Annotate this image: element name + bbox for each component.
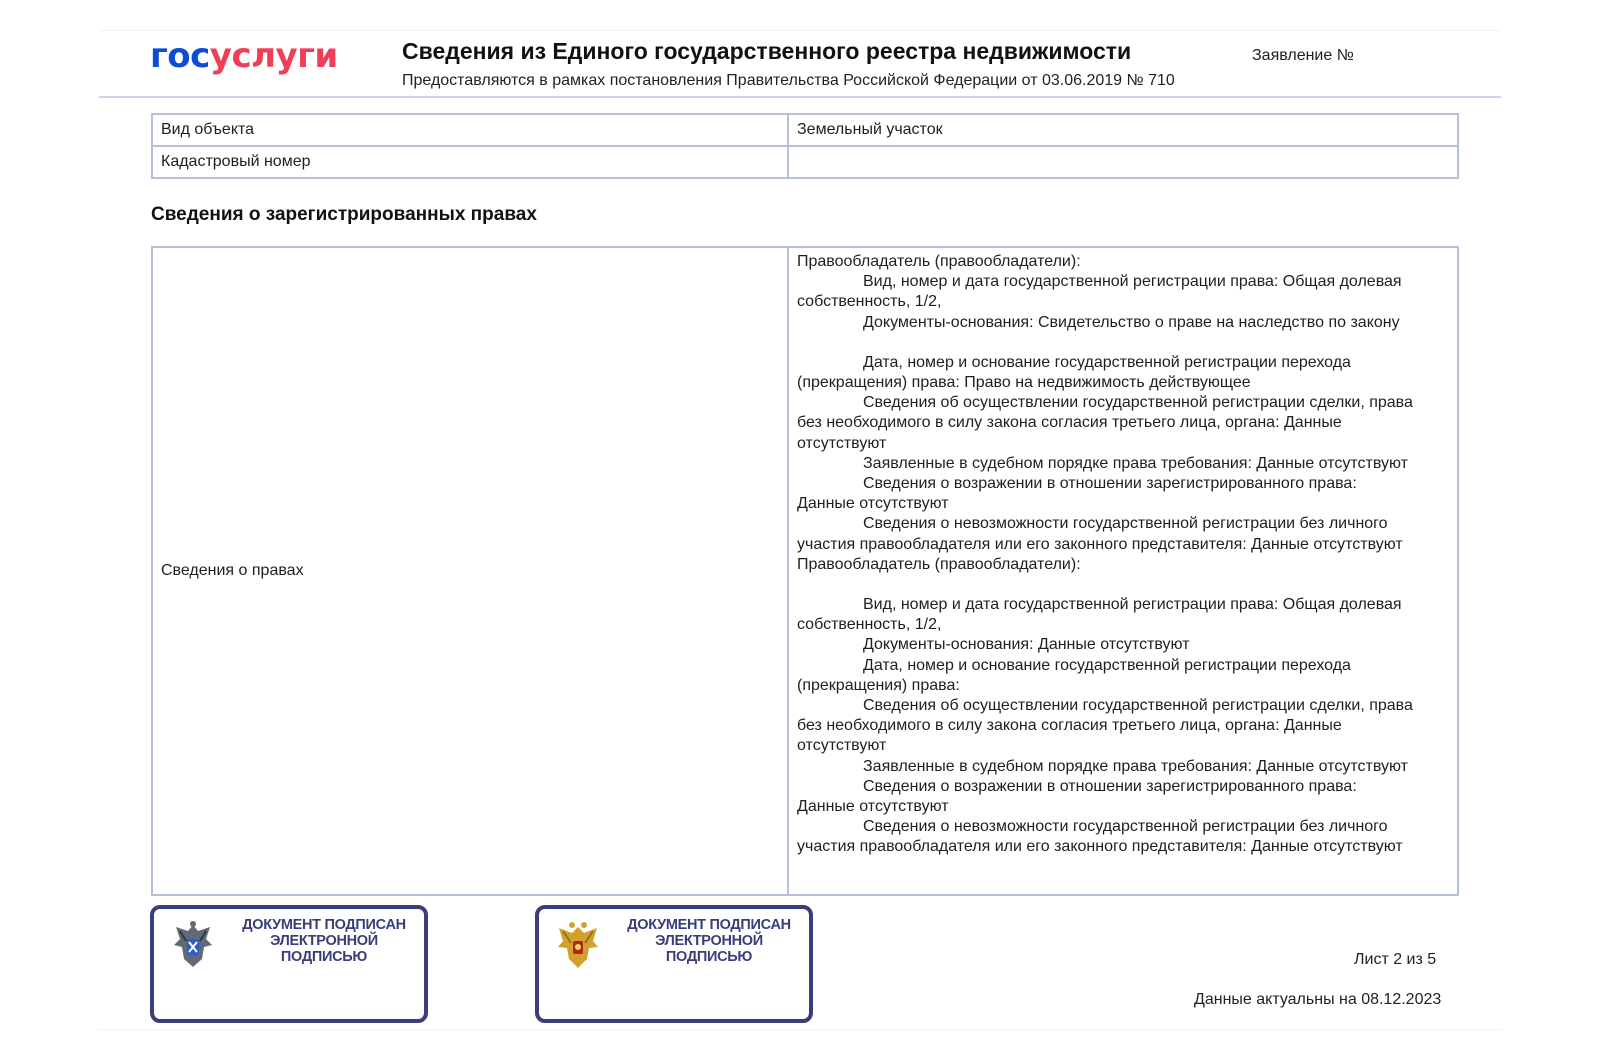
stamp-text bbox=[234, 917, 414, 965]
sheet-number: Лист 2 из 5 bbox=[1354, 951, 1437, 968]
deal-label: Сведения об осуществлении государственной регистрации сделки, права bbox=[863, 394, 1413, 412]
transfer-cont: (прекращения) права: Право на недвижимость действующее bbox=[797, 374, 1251, 392]
stamp-line-2: ЭЛЕКТРОННОЙ bbox=[655, 933, 763, 949]
stamp-line-1: ДОКУМЕНТ ПОДПИСАН bbox=[627, 917, 791, 933]
rights-row-label: Сведения о правах bbox=[152, 247, 788, 895]
stamp-line-2: ЭЛЕКТРОННОЙ bbox=[270, 933, 378, 949]
data-actual-date: Данные актуальны на 08.12.2023 bbox=[1194, 991, 1442, 1008]
claims-text: Заявленные в судебном порядке права требования: Данные отсутствуют bbox=[863, 454, 1408, 472]
rights-block-1 bbox=[797, 252, 1457, 555]
claims-text: Заявленные в судебном порядке права требования: Данные отсутствуют bbox=[863, 757, 1408, 775]
logo-part-uslugi: услуги bbox=[209, 36, 338, 76]
header-divider bbox=[99, 96, 1501, 98]
document-title: Сведения из Единого государственного реестра недвижимости bbox=[402, 38, 1132, 64]
impossible-label: Сведения о невозможности государственной регистрации без личного bbox=[863, 515, 1388, 533]
table-row bbox=[152, 247, 1458, 895]
object-type-value: Земельный участок bbox=[788, 114, 1458, 146]
application-number-label: Заявление № bbox=[1252, 47, 1354, 64]
golden-eagle-emblem-icon bbox=[553, 919, 603, 971]
objection-cont: Данные отсутствуют bbox=[797, 798, 949, 816]
gosuslugi-logo bbox=[150, 36, 338, 76]
deal-label: Сведения об осуществлении государственной регистрации сделки, права bbox=[863, 697, 1413, 715]
deal-cont-1: без необходимого в силу закона согласия третьего лица, органа: Данные bbox=[797, 414, 1342, 432]
transfer-label: Дата, номер и основание государственной регистрации перехода bbox=[863, 656, 1351, 674]
rights-holder-label: Правообладатель (правообладатели): bbox=[797, 253, 1081, 270]
rights-block-2 bbox=[797, 555, 1457, 858]
objection-label: Сведения о возражении в отношении зарегистрированного права: bbox=[863, 777, 1357, 795]
rights-table bbox=[151, 246, 1459, 896]
transfer-cont: (прекращения) права: bbox=[797, 676, 960, 694]
impossible-label: Сведения о невозможности государственной регистрации без личного bbox=[863, 818, 1388, 836]
e-signature-stamp bbox=[150, 905, 428, 1023]
object-type-label: Вид объекта bbox=[152, 114, 788, 146]
basis-documents: Документы-основания: Данные отсутствуют bbox=[863, 636, 1190, 654]
right-type-label: Вид, номер и дата государственной регистрации права: Общая долевая bbox=[863, 273, 1402, 291]
object-table bbox=[151, 113, 1459, 179]
stamp-line-3: ПОДПИСЬЮ bbox=[280, 949, 368, 965]
document-subtitle: Предоставляются в рамках постановления Правительства Российской Федерации от 03.06.2019 № 710 bbox=[402, 72, 1175, 89]
e-signature-stamp bbox=[535, 905, 813, 1023]
stamp-line-3: ПОДПИСЬЮ bbox=[665, 949, 753, 965]
rights-details-cell bbox=[788, 247, 1458, 895]
impossible-cont: участия правообладателя или его законного представителя: Данные отсутствуют bbox=[797, 838, 1403, 856]
table-row bbox=[152, 114, 1458, 146]
rosreestr-emblem-icon bbox=[168, 919, 218, 971]
right-type-cont: собственность, 1/2, bbox=[797, 616, 942, 634]
right-type-label: Вид, номер и дата государственной регистрации права: Общая долевая bbox=[863, 596, 1402, 614]
table-row bbox=[152, 146, 1458, 178]
deal-cont-2: отсутствуют bbox=[797, 737, 887, 755]
objection-cont: Данные отсутствуют bbox=[797, 495, 949, 513]
objection-label: Сведения о возражении в отношении зарегистрированного права: bbox=[863, 475, 1357, 493]
rights-holder-label: Правообладатель (правообладатели): bbox=[797, 555, 1081, 573]
basis-documents: Документы-основания: Свидетельство о праве на наследство по закону bbox=[863, 313, 1400, 331]
transfer-label: Дата, номер и основание государственной регистрации перехода bbox=[863, 353, 1351, 371]
rights-section-heading: Сведения о зарегистрированных правах bbox=[151, 204, 537, 225]
deal-cont-1: без необходимого в силу закона согласия третьего лица, органа: Данные bbox=[797, 717, 1342, 735]
right-type-cont: собственность, 1/2, bbox=[797, 293, 942, 311]
cadastral-number-label: Кадастровый номер bbox=[152, 146, 788, 178]
impossible-cont: участия правообладателя или его законного представителя: Данные отсутствуют bbox=[797, 535, 1403, 553]
cadastral-number-value bbox=[788, 146, 1458, 178]
stamp-line-1: ДОКУМЕНТ ПОДПИСАН bbox=[242, 917, 406, 933]
logo-part-gos: гос bbox=[150, 36, 210, 76]
stamp-text bbox=[619, 917, 799, 965]
deal-cont-2: отсутствуют bbox=[797, 434, 887, 452]
